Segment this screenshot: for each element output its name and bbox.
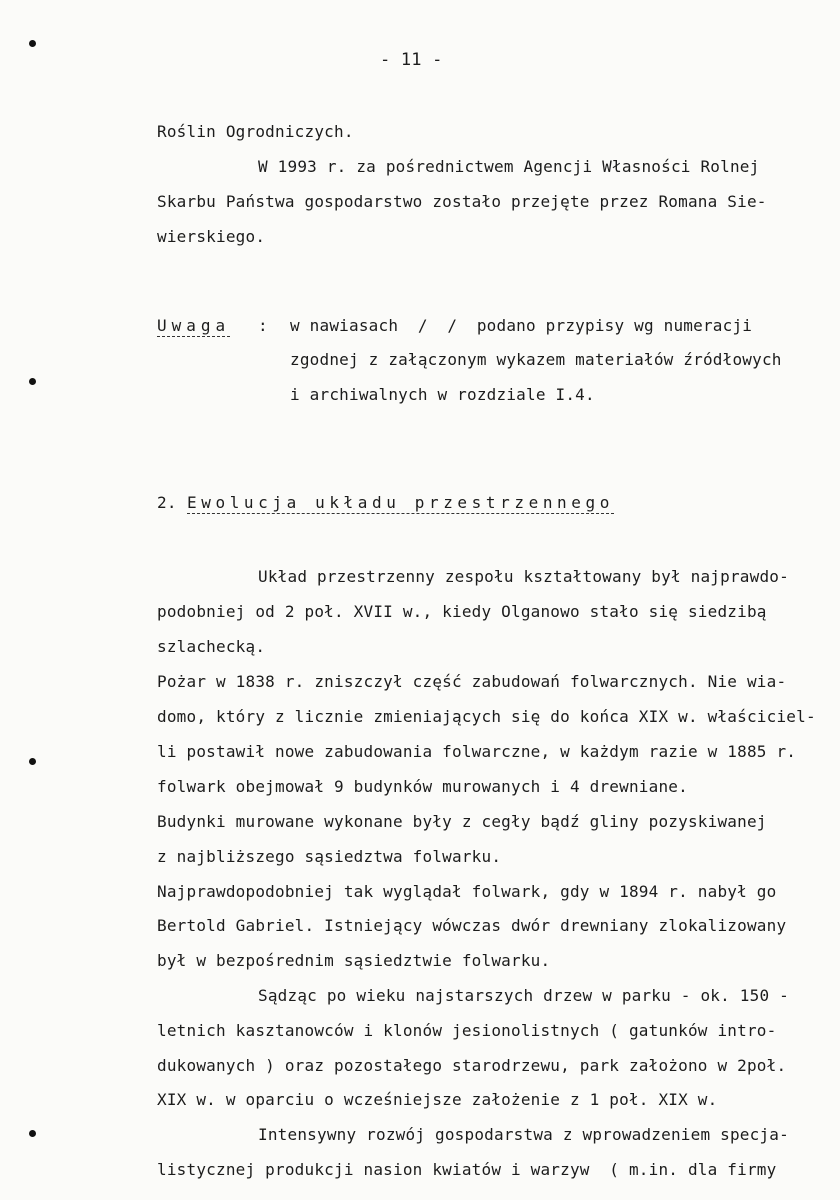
text-line: Sądząc po wieku najstarszych drzew w parku - ok. 150 - <box>258 986 789 1005</box>
text-line: Najprawdopodobniej tak wyglądał folwark, gdy w 1894 r. nabył go <box>157 882 777 901</box>
punch-hole-mark <box>29 1130 36 1137</box>
text-line: Układ przestrzenny zespołu kształtowany był najprawdo- <box>258 567 789 586</box>
text-line: Roślin Ogrodniczych. <box>157 122 354 141</box>
text-line: folwark obejmował 9 budynków murowanych i 4 drewniane. <box>157 777 688 796</box>
text-line: szlachecką. <box>157 637 266 656</box>
punch-hole-mark <box>29 758 36 765</box>
section-heading: Ewolucja układu przestrzennego <box>187 493 614 512</box>
page-number: - 11 - <box>380 50 443 70</box>
note-line: i archiwalnych w rozdziale I.4. <box>290 385 595 404</box>
text-line: podobniej od 2 poł. XVII w., kiedy Olganowo stało się siedzibą <box>157 602 767 621</box>
note-colon: : <box>258 316 268 335</box>
text-line: dukowanych ) oraz pozostałego starodrzewu, park założono w 2poł. <box>157 1056 787 1075</box>
text-line: Bertold Gabriel. Istniejący wówczas dwór drewniany zlokalizowany <box>157 916 787 935</box>
text-line: był w bezpośrednim sąsiedztwie folwarku. <box>157 951 551 970</box>
note-label: Uwaga <box>157 316 231 335</box>
text-line: Pożar w 1838 r. zniszczył część zabudowań folwarcznych. Nie wia- <box>157 672 787 691</box>
text-line: wierskiego. <box>157 227 266 246</box>
text-line: XIX w. w oparciu o wcześniejsze założenie z 1 poł. XIX w. <box>157 1090 718 1109</box>
text-line: letnich kasztanowców i klonów jesionolistnych ( gatunków intro- <box>157 1021 777 1040</box>
punch-hole-mark <box>29 40 36 47</box>
text-line: domo, który z licznie zmieniających się do końca XIX w. właściciel- <box>157 707 816 726</box>
text-line: Skarbu Państwa gospodarstwo zostało przejęte przez Romana Sie- <box>157 192 767 211</box>
note-line: zgodnej z załączonym wykazem materiałów źródłowych <box>290 350 782 369</box>
text-line: W 1993 r. za pośrednictwem Agencji Własności Rolnej <box>258 157 760 176</box>
text-line: Budynki murowane wykonane były z cegły bądź gliny pozyskiwanej <box>157 812 767 831</box>
note-line: w nawiasach / / podano przypisy wg numeracji <box>290 316 753 335</box>
text-line: Intensywny rozwój gospodarstwa z wprowadzeniem specja- <box>258 1125 789 1144</box>
text-line: listycznej produkcji nasion kwiatów i warzyw ( m.in. dla firmy <box>157 1160 777 1179</box>
section-number: 2. <box>157 493 177 512</box>
text-line: li postawił nowe zabudowania folwarczne, w każdym razie w 1885 r. <box>157 742 797 761</box>
punch-hole-mark <box>29 378 36 385</box>
text-line: z najbliższego sąsiedztwa folwarku. <box>157 847 502 866</box>
